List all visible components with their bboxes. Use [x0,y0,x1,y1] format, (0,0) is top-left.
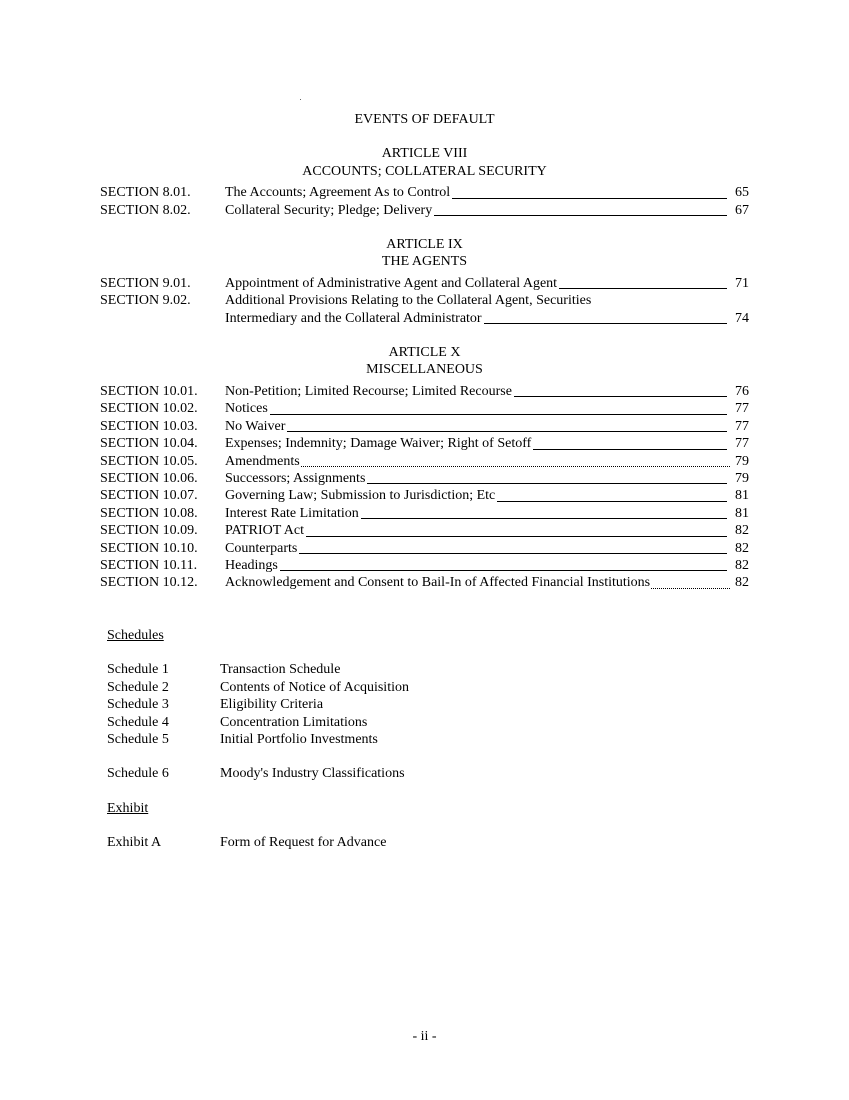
page-ref: 82 [735,540,749,556]
leader-line [361,505,727,519]
toc-entry[interactable] [100,470,749,487]
schedule-entry[interactable] [107,661,707,678]
leader-line [299,540,727,554]
leader-line [434,202,727,216]
section-title: Appointment of Administrative Agent and Collateral Agent [225,275,558,291]
section-list [100,275,749,327]
section-title: Amendments [225,453,300,469]
leader-line [301,453,730,467]
schedule-id: Schedule 6 [107,766,169,782]
leader-line [306,523,727,537]
leader-line [484,310,727,324]
article-title: MISCELLANEOUS [366,362,483,378]
schedule-title: Concentration Limitations [220,714,368,730]
schedule-entry[interactable] [107,696,707,713]
section-number: SECTION 10.10. [100,540,198,556]
section-number: SECTION 10.03. [100,418,198,434]
section-number: SECTION 10.06. [100,470,198,486]
article-9 [100,236,749,271]
exhibit-entry[interactable] [107,834,707,851]
schedule-title: Initial Portfolio Investments [220,732,378,748]
leader-line [280,557,727,571]
toc-entry[interactable] [100,540,749,557]
section-number: SECTION 10.08. [100,505,198,521]
schedule-entry[interactable] [107,731,707,748]
page-ref: 76 [735,383,749,399]
section-list [100,184,749,219]
toc-entry[interactable] [100,453,749,470]
section-title: Notices [225,401,268,417]
page-ref: 77 [735,418,749,434]
toc-entry[interactable] [100,487,749,504]
toc-entry[interactable] [100,418,749,435]
leader-line [367,470,727,484]
section-title: Governing Law; Submission to Jurisdiction; Etc [225,488,496,504]
section-title: No Waiver [225,418,286,434]
page-ref: 81 [735,488,749,504]
schedule-title: Transaction Schedule [220,662,341,678]
toc-entry[interactable] [100,522,749,539]
toc-entry[interactable] [100,505,749,522]
section-title: Successors; Assignments [225,470,366,486]
section-number: SECTION 8.01. [100,185,191,201]
article-title: ACCOUNTS; COLLATERAL SECURITY [302,163,547,179]
page-number: - ii - [412,1029,437,1044]
toc-entry[interactable] [100,557,749,574]
page-ref: 65 [735,185,749,201]
section-title: PATRIOT Act [225,523,304,539]
schedule-list [107,661,707,782]
toc-entry[interactable] [100,400,749,417]
schedule-id: Schedule 2 [107,679,169,695]
section-number: SECTION 9.02. [100,293,191,309]
section-title: The Accounts; Agreement As to Control [225,185,451,201]
section-title: Counterparts [225,540,298,556]
schedule-title: Eligibility Criteria [220,697,324,713]
leader-line [514,383,727,397]
article-number: ARTICLE IX [386,237,463,253]
leader-line [533,436,727,450]
section-title: Additional Provisions Relating to the Collateral Agent, Securities [225,293,592,309]
leader-line [559,275,727,289]
section-number: SECTION 10.01. [100,383,198,399]
toc-entry[interactable] [100,202,749,219]
section-number: SECTION 10.02. [100,401,198,417]
page-ref: 67 [735,202,749,218]
article-10 [100,344,749,379]
toc-entry[interactable] [100,184,749,201]
section-title: Collateral Security; Pledge; Delivery [225,202,433,218]
section-number: SECTION 10.07. [100,488,198,504]
section-number: SECTION 10.09. [100,523,198,539]
exhibit-title: Form of Request for Advance [220,835,387,851]
schedule-id: Schedule 3 [107,697,169,713]
toc-entry[interactable] [100,383,749,400]
section-title-continued: Intermediary and the Collateral Administrator [225,310,482,326]
schedule-id: Schedule 4 [107,714,169,730]
article-8 [100,145,749,180]
page-ref: 82 [735,575,749,591]
schedule-entry[interactable] [107,765,707,782]
page-ref: 82 [735,523,749,539]
section-number: SECTION 10.05. [100,453,198,469]
article-number: ARTICLE X [388,345,461,361]
section-title: Expenses; Indemnity; Damage Waiver; Right of Setoff [225,436,532,452]
article-title: THE AGENTS [381,254,468,270]
schedule-id: Schedule 1 [107,662,169,678]
exhibit-heading: Exhibit [107,800,149,816]
page-ref: 79 [735,470,749,486]
section-number: SECTION 8.02. [100,202,191,218]
table-of-contents [100,111,749,592]
page-ref: 77 [735,436,749,452]
page-ref: 77 [735,401,749,417]
leader-line [270,401,727,415]
section-title: Interest Rate Limitation [225,505,359,521]
section-number: SECTION 10.12. [100,575,198,591]
article-heading: EVENTS OF DEFAULT [354,112,495,127]
article-number: ARTICLE VIII [381,146,468,162]
schedule-entry[interactable] [107,679,707,696]
section-list [100,383,749,592]
schedule-title: Moody's Industry Classifications [220,766,405,782]
section-number: SECTION 10.04. [100,436,198,452]
schedule-entry[interactable] [107,714,707,731]
leader-line [651,575,730,589]
section-title: Non-Petition; Limited Recourse; Limited Recourse [225,383,512,399]
exhibit-id: Exhibit A [107,835,162,851]
page-ref: 74 [735,310,749,326]
section-number: SECTION 9.01. [100,275,191,291]
page-ref: 71 [735,275,749,291]
page-ref: 79 [735,453,749,469]
schedule-id: Schedule 5 [107,732,169,748]
stray-mark [300,99,301,100]
toc-entry[interactable] [100,574,749,591]
schedules-block [107,627,707,852]
leader-line [452,185,727,199]
leader-line [287,418,727,432]
section-title: Headings [225,557,278,573]
leader-line [497,488,727,502]
schedule-title: Contents of Notice of Acquisition [220,679,409,695]
toc-entry[interactable] [100,275,749,292]
toc-entry[interactable] [100,435,749,452]
page-ref: 81 [735,505,749,521]
section-title: Acknowledgement and Consent to Bail-In of Affected Financial Institutions [225,575,651,591]
section-number: SECTION 10.11. [100,557,198,573]
schedules-heading: Schedules [107,628,164,643]
toc-entry[interactable] [100,292,749,327]
page-ref: 82 [735,557,749,573]
